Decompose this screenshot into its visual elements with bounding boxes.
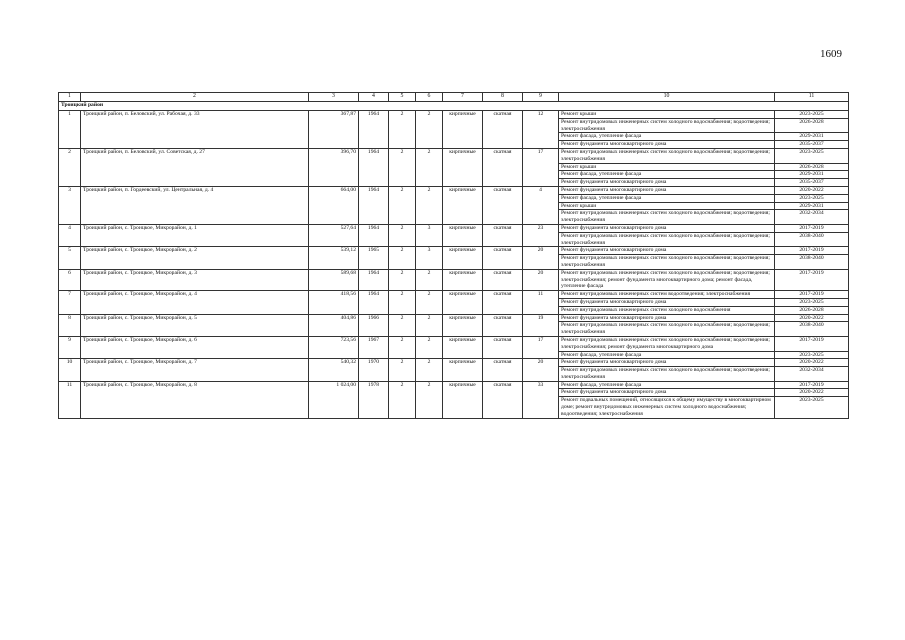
table-row — [59, 269, 849, 290]
work-type-cell: Ремонт фасада, утепление фасада — [559, 133, 775, 141]
column-header: 11 — [775, 93, 849, 102]
area-cell: 404,86 — [309, 314, 359, 336]
work-period-cell: 2017-2019 — [775, 224, 849, 232]
work-period-cell: 2017-2019 — [775, 269, 849, 290]
work-type-cell: Ремонт фундамента многоквартирного дома — [559, 186, 775, 194]
area-cell: 418,56 — [309, 291, 359, 314]
work-period-cell: 2017-2019 — [775, 336, 849, 351]
roof-type-cell: скатная — [483, 314, 523, 336]
work-period-cell: 2020-2022 — [775, 389, 849, 397]
apartments-cell: 17 — [523, 336, 559, 358]
floors-cell: 2 — [389, 314, 416, 336]
work-period-cell: 2020-2022 — [775, 186, 849, 194]
entrances-cell: 3 — [416, 247, 443, 269]
address-cell: Троицкий район, п. Беловский, ул. Рабочая, д. 33 — [81, 111, 309, 149]
roof-type-cell: скатная — [483, 224, 523, 246]
entrances-cell: 2 — [416, 314, 443, 336]
row-number: 2 — [59, 148, 81, 186]
roof-type-cell: скатная — [483, 247, 523, 269]
address-cell: Троицкий район, с. Троицкое, Микрорайон, д. 4 — [81, 291, 309, 314]
column-header: 8 — [483, 93, 523, 102]
roof-type-cell: скатная — [483, 269, 523, 290]
entrances-cell: 2 — [416, 336, 443, 358]
apartments-cell: 19 — [523, 314, 559, 336]
work-type-cell: Ремонт внутридомовых инженерных систем холодного водоснабжения; водоотведения; электроснабжения — [559, 255, 775, 270]
year-cell: 1964 — [359, 269, 389, 290]
wall-material-cell: кирпичные — [443, 224, 483, 246]
wall-material-cell: кирпичные — [443, 111, 483, 149]
floors-cell: 2 — [389, 381, 416, 418]
row-number: 3 — [59, 186, 81, 224]
year-cell: 1964 — [359, 111, 389, 149]
apartments-cell: 17 — [523, 148, 559, 186]
year-cell: 1978 — [359, 381, 389, 418]
work-period-cell: 2017-2019 — [775, 247, 849, 255]
table-row — [59, 148, 849, 163]
row-number: 8 — [59, 314, 81, 336]
table-row — [59, 224, 849, 232]
floors-cell: 2 — [389, 186, 416, 224]
year-cell: 1964 — [359, 148, 389, 186]
floors-cell: 2 — [389, 224, 416, 246]
apartments-cell: 12 — [523, 111, 559, 149]
work-period-cell: 2035-2037 — [775, 179, 849, 187]
roof-type-cell: скатная — [483, 111, 523, 149]
column-header: 2 — [81, 93, 309, 102]
area-cell: 527,64 — [309, 224, 359, 246]
address-cell: Троицкий район, с. Троицкое, Микрорайон, д. 8 — [81, 381, 309, 418]
area-cell: 589,68 — [309, 269, 359, 290]
column-header: 1 — [59, 93, 81, 102]
work-type-cell: Ремонт внутридомовых инженерных систем холодного водоснабжения — [559, 306, 775, 314]
work-period-cell: 2023-2025 — [775, 111, 849, 119]
work-period-cell: 2023-2025 — [775, 194, 849, 202]
area-cell: 367,87 — [309, 111, 359, 149]
work-period-cell: 2020-2022 — [775, 359, 849, 367]
work-type-cell: Ремонт фундамента многоквартирного дома — [559, 179, 775, 187]
work-type-cell: Ремонт фасада, утепление фасада — [559, 171, 775, 179]
district-row — [59, 102, 849, 111]
work-period-cell: 2029-2031 — [775, 133, 849, 141]
area-cell: 396,70 — [309, 148, 359, 186]
column-header: 5 — [389, 93, 416, 102]
year-cell: 1964 — [359, 291, 389, 314]
entrances-cell: 2 — [416, 148, 443, 186]
work-type-cell: Ремонт фундамента многоквартирного дома — [559, 247, 775, 255]
row-number: 11 — [59, 381, 81, 418]
table-row — [59, 111, 849, 119]
entrances-cell: 2 — [416, 186, 443, 224]
year-cell: 1964 — [359, 224, 389, 246]
work-type-cell: Ремонт внутридомовых инженерных систем холодного водоснабжения; водоотведения; электроснабжения — [559, 232, 775, 247]
work-period-cell: 2038-2040 — [775, 255, 849, 270]
work-period-cell: 2026-2028 — [775, 306, 849, 314]
table-row — [59, 247, 849, 255]
floors-cell: 2 — [389, 148, 416, 186]
roof-type-cell: скатная — [483, 186, 523, 224]
work-period-cell: 2038-2040 — [775, 322, 849, 337]
entrances-cell: 3 — [416, 224, 443, 246]
work-period-cell: 2023-2025 — [775, 397, 849, 418]
roof-type-cell: скатная — [483, 291, 523, 314]
work-type-cell: Ремонт фасада, утепление фасада — [559, 381, 775, 389]
year-cell: 1966 — [359, 314, 389, 336]
column-header: 9 — [523, 93, 559, 102]
column-header: 10 — [559, 93, 775, 102]
address-cell: Троицкий район, п. Гордеевский, ул. Центральная, д. 4 — [81, 186, 309, 224]
work-type-cell: Ремонт фасада, утепление фасада — [559, 194, 775, 202]
work-period-cell: 2029-2031 — [775, 171, 849, 179]
work-type-cell: Ремонт крыши — [559, 163, 775, 171]
year-cell: 1970 — [359, 359, 389, 381]
roof-type-cell: скатная — [483, 381, 523, 418]
work-type-cell: Ремонт внутридомовых инженерных систем холодного водоснабжения; водоотведения; электроснабжения — [559, 118, 775, 133]
work-type-cell: Ремонт крыши — [559, 202, 775, 210]
row-number: 9 — [59, 336, 81, 358]
work-type-cell: Ремонт фасада, утепление фасада — [559, 351, 775, 359]
work-period-cell: 2026-2028 — [775, 163, 849, 171]
district-name: Троицкий район — [59, 102, 849, 111]
table-row — [59, 359, 849, 367]
floors-cell: 2 — [389, 359, 416, 381]
work-period-cell: 2032-2034 — [775, 367, 849, 382]
roof-type-cell: скатная — [483, 336, 523, 358]
apartments-cell: 23 — [523, 224, 559, 246]
apartments-cell: 20 — [523, 269, 559, 290]
year-cell: 1964 — [359, 186, 389, 224]
row-number: 1 — [59, 111, 81, 149]
wall-material-cell: кирпичные — [443, 381, 483, 418]
column-header: 3 — [309, 93, 359, 102]
table-row — [59, 381, 849, 389]
floors-cell: 2 — [389, 336, 416, 358]
work-period-cell: 2038-2040 — [775, 232, 849, 247]
table-row — [59, 186, 849, 194]
entrances-cell: 2 — [416, 269, 443, 290]
work-period-cell: 2017-2019 — [775, 291, 849, 299]
column-header: 6 — [416, 93, 443, 102]
address-cell: Троицкий район, с. Троицкое, Микрорайон, д. 2 — [81, 247, 309, 269]
wall-material-cell: кирпичные — [443, 247, 483, 269]
roof-type-cell: скатная — [483, 148, 523, 186]
area-cell: 1 024,00 — [309, 381, 359, 418]
work-type-cell: Ремонт внутридомовых инженерных систем холодного водоснабжения; водоотведения; электроснабжения — [559, 322, 775, 337]
apartments-cell: 20 — [523, 359, 559, 381]
address-cell: Троицкий район, п. Беловский, ул. Советская, д. 27 — [81, 148, 309, 186]
wall-material-cell: кирпичные — [443, 186, 483, 224]
wall-material-cell: кирпичные — [443, 291, 483, 314]
wall-material-cell: кирпичные — [443, 314, 483, 336]
work-type-cell: Ремонт фундамента многоквартирного дома — [559, 298, 775, 306]
repair-schedule-table — [58, 92, 849, 419]
entrances-cell: 2 — [416, 359, 443, 381]
work-type-cell: Ремонт фундамента многоквартирного дома — [559, 141, 775, 149]
entrances-cell: 2 — [416, 381, 443, 418]
table-row — [59, 291, 849, 299]
table-row — [59, 314, 849, 322]
work-type-cell: Ремонт внутридомовых инженерных систем холодного водоснабжения; водоотведения; электроснабжения — [559, 148, 775, 163]
roof-type-cell: скатная — [483, 359, 523, 381]
area-cell: 723,56 — [309, 336, 359, 358]
header-row — [59, 93, 849, 102]
work-type-cell: Ремонт внутридомовых инженерных систем водоотведения; электроснабжения — [559, 291, 775, 299]
floors-cell: 2 — [389, 247, 416, 269]
area-cell: 539,12 — [309, 247, 359, 269]
work-period-cell: 2020-2022 — [775, 314, 849, 322]
page-number: 1609 — [820, 48, 842, 60]
work-type-cell: Ремонт внутридомовых инженерных систем холодного водоснабжения; водоотведения; электроснабжения — [559, 210, 775, 225]
work-type-cell: Ремонт фундамента многоквартирного дома — [559, 359, 775, 367]
year-cell: 1965 — [359, 247, 389, 269]
work-period-cell: 2026-2028 — [775, 118, 849, 133]
floors-cell: 2 — [389, 269, 416, 290]
table-row — [59, 336, 849, 351]
row-number: 7 — [59, 291, 81, 314]
entrances-cell: 2 — [416, 111, 443, 149]
column-header: 4 — [359, 93, 389, 102]
wall-material-cell: кирпичные — [443, 359, 483, 381]
address-cell: Троицкий район, с. Троицкое, Микрорайон, д. 5 — [81, 314, 309, 336]
area-cell: 664,00 — [309, 186, 359, 224]
work-period-cell: 2023-2025 — [775, 298, 849, 306]
apartments-cell: 20 — [523, 247, 559, 269]
work-period-cell: 2035-2037 — [775, 141, 849, 149]
work-type-cell: Ремонт фундамента многоквартирного дома — [559, 314, 775, 322]
apartments-cell: 11 — [523, 291, 559, 314]
floors-cell: 2 — [389, 111, 416, 149]
row-number: 4 — [59, 224, 81, 246]
apartments-cell: 33 — [523, 381, 559, 418]
wall-material-cell: кирпичные — [443, 336, 483, 358]
work-type-cell: Ремонт крыши — [559, 111, 775, 119]
apartments-cell: 4 — [523, 186, 559, 224]
work-type-cell: Ремонт внутридомовых инженерных систем холодного водоснабжения; водоотведения; электроснабжения; ремонт фундамента многоквартирного дома — [559, 336, 775, 351]
row-number: 6 — [59, 269, 81, 290]
work-type-cell: Ремонт фундамента многоквартирного дома — [559, 224, 775, 232]
address-cell: Троицкий район, с. Троицкое, Микрорайон, д. 7 — [81, 359, 309, 381]
row-number: 10 — [59, 359, 81, 381]
work-type-cell: Ремонт внутридомовых инженерных систем холодного водоснабжения; водоотведения; электроснабжения; ремонт фундамента многоквартирного дома; ремонт фасада, утепление фасада — [559, 269, 775, 290]
wall-material-cell: кирпичные — [443, 148, 483, 186]
address-cell: Троицкий район, с. Троицкое, Микрорайон, д. 3 — [81, 269, 309, 290]
address-cell: Троицкий район, с. Троицкое, Микрорайон, д. 1 — [81, 224, 309, 246]
work-period-cell: 2029-2031 — [775, 202, 849, 210]
work-type-cell: Ремонт внутридомовых инженерных систем холодного водоснабжения; водоотведения; электроснабжения — [559, 367, 775, 382]
work-type-cell: Ремонт фундамента многоквартирного дома — [559, 389, 775, 397]
work-type-cell: Ремонт подвальных помещений, относящихся к общему имуществу в многоквартирном доме; ремонт внутридомовых инженерных систем холодного водоснабжения; водоотведения; электроснабжения — [559, 397, 775, 418]
area-cell: 540,32 — [309, 359, 359, 381]
wall-material-cell: кирпичные — [443, 269, 483, 290]
address-cell: Троицкий район, с. Троицкое, Микрорайон, д. 6 — [81, 336, 309, 358]
floors-cell: 2 — [389, 291, 416, 314]
work-period-cell: 2023-2025 — [775, 148, 849, 163]
work-period-cell: 2032-2034 — [775, 210, 849, 225]
work-period-cell: 2023-2025 — [775, 351, 849, 359]
column-header: 7 — [443, 93, 483, 102]
work-period-cell: 2017-2019 — [775, 381, 849, 389]
row-number: 5 — [59, 247, 81, 269]
year-cell: 1967 — [359, 336, 389, 358]
entrances-cell: 2 — [416, 291, 443, 314]
